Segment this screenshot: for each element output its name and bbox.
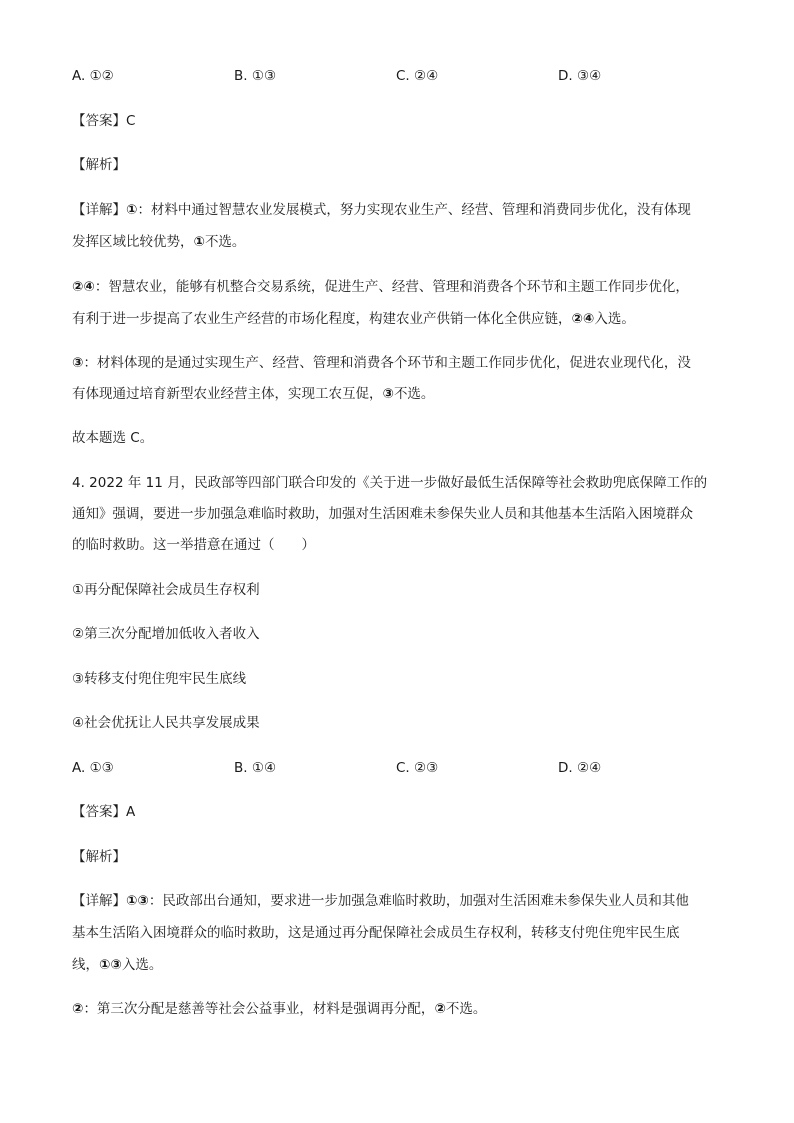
q4-statement-3: ③转移支付兜住兜牢民生底线: [72, 671, 247, 687]
q4-detail-2-line1: [72, 999, 486, 1019]
detail-text: 入选。: [121, 957, 163, 973]
detail-text: ：第三次分配是慈善等社会公益事业，材料是强调再分配，: [83, 1001, 435, 1017]
q3-detail-3-line1: [72, 353, 691, 373]
q3-detail-2-line2: [72, 309, 635, 329]
detail-text: 不选。: [393, 386, 435, 402]
detail-marker: ①: [193, 234, 205, 250]
answer-value: C: [126, 113, 136, 129]
q3-detail-1-line1: [72, 200, 691, 220]
q4-option-c: C. ②③: [396, 760, 439, 776]
detail-text: 发挥区域比较优势，: [72, 234, 194, 250]
detail-text: ：民政部出台通知，要求进一步加强急难临时救助，加强对生活困难未参保失业人员和其他: [148, 893, 689, 909]
q4-option-d: D. ②④: [558, 760, 602, 776]
q4-stem-line1: 4. 2022 年 11 月，民政部等四部门联合印发的《关于进一步做好最低生活保障等社会救助兜底保障工作的: [72, 475, 708, 491]
detail-text: ：材料体现的是通过实现生产、经营、管理和消费各个环节和主题工作同步优化，促进农业现代化，没: [83, 355, 691, 371]
q4-option-b: B. ①④: [234, 760, 277, 776]
detail-text: 有体现通过培育新型农业经营主体，实现工农互促，: [72, 386, 383, 402]
answer-label: 【答案】: [72, 804, 126, 820]
q3-option-c: C. ②④: [396, 68, 439, 84]
q4-detail-1-line1: [72, 891, 689, 911]
q3-detail-3-line2: [72, 384, 434, 404]
q3-detail-2-line1: [72, 277, 689, 297]
q4-statement-1: ①再分配保障社会成员生存权利: [72, 582, 260, 598]
detail-marker: ②: [434, 1001, 446, 1017]
q3-option-b: B. ①③: [234, 68, 277, 84]
q3-option-a: A. ①②: [72, 68, 114, 84]
q4-stem-line2: 通知》强调，要进一步加强急难临时救助，加强对生活困难未参保失业人员和其他基本生活陷入困境群众: [72, 506, 693, 522]
detail-text: 有利于进一步提高了农业生产经营的市场化程度，构建农业产供销一体化全供应链，: [72, 311, 572, 327]
detail-marker: ①③: [99, 957, 122, 973]
detail-text: ：智慧农业，能够有机整合交易系统，促进生产、经营、管理和消费各个环节和主题工作同步优化，: [94, 279, 689, 295]
detail-marker: ②④: [571, 311, 595, 327]
q4-detail-1-line3: [72, 955, 162, 975]
detail-text: 不选。: [445, 1001, 487, 1017]
detail-marker: ①: [126, 202, 138, 218]
q4-statement-4: ④社会优抚让人民共享发展成果: [72, 715, 260, 731]
q4-stem-line3: 的临时救助。这一举措意在通过（ ）: [72, 537, 315, 553]
detail-marker: ③: [382, 386, 394, 402]
detail-text: 线，: [72, 957, 99, 973]
detail-label: 【详解】: [72, 202, 126, 218]
q3-option-d: D. ③④: [558, 68, 602, 84]
q4-analysis-label: 【解析】: [72, 849, 126, 865]
q3-detail-1-line2: [72, 232, 245, 252]
q4-option-a: A. ①③: [72, 760, 114, 776]
q3-analysis-label: 【解析】: [72, 157, 126, 173]
answer-value: A: [126, 804, 136, 820]
q3-conclusion: 故本题选 C。: [72, 430, 154, 446]
answer-label: 【答案】: [72, 113, 126, 129]
q4-statement-2: ②第三次分配增加低收入者收入: [72, 626, 260, 642]
detail-marker: ②: [72, 1001, 84, 1017]
q4-answer: [72, 802, 135, 822]
detail-label: 【详解】: [72, 893, 126, 909]
detail-text: 不选。: [204, 234, 246, 250]
detail-marker: ③: [72, 355, 84, 371]
detail-text: ：材料中通过智慧农业发展模式，努力实现农业生产、经营、管理和消费同步优化，没有体现: [137, 202, 691, 218]
detail-marker: ①③: [126, 893, 149, 909]
q3-answer: [72, 111, 135, 131]
detail-marker: ②④: [72, 279, 95, 295]
detail-text: 入选。: [594, 311, 635, 327]
q4-detail-1-line2: 基本生活陷入困境群众的临时救助，这是通过再分配保障社会成员生存权利，转移支付兜住兜牢民生底: [72, 925, 680, 941]
